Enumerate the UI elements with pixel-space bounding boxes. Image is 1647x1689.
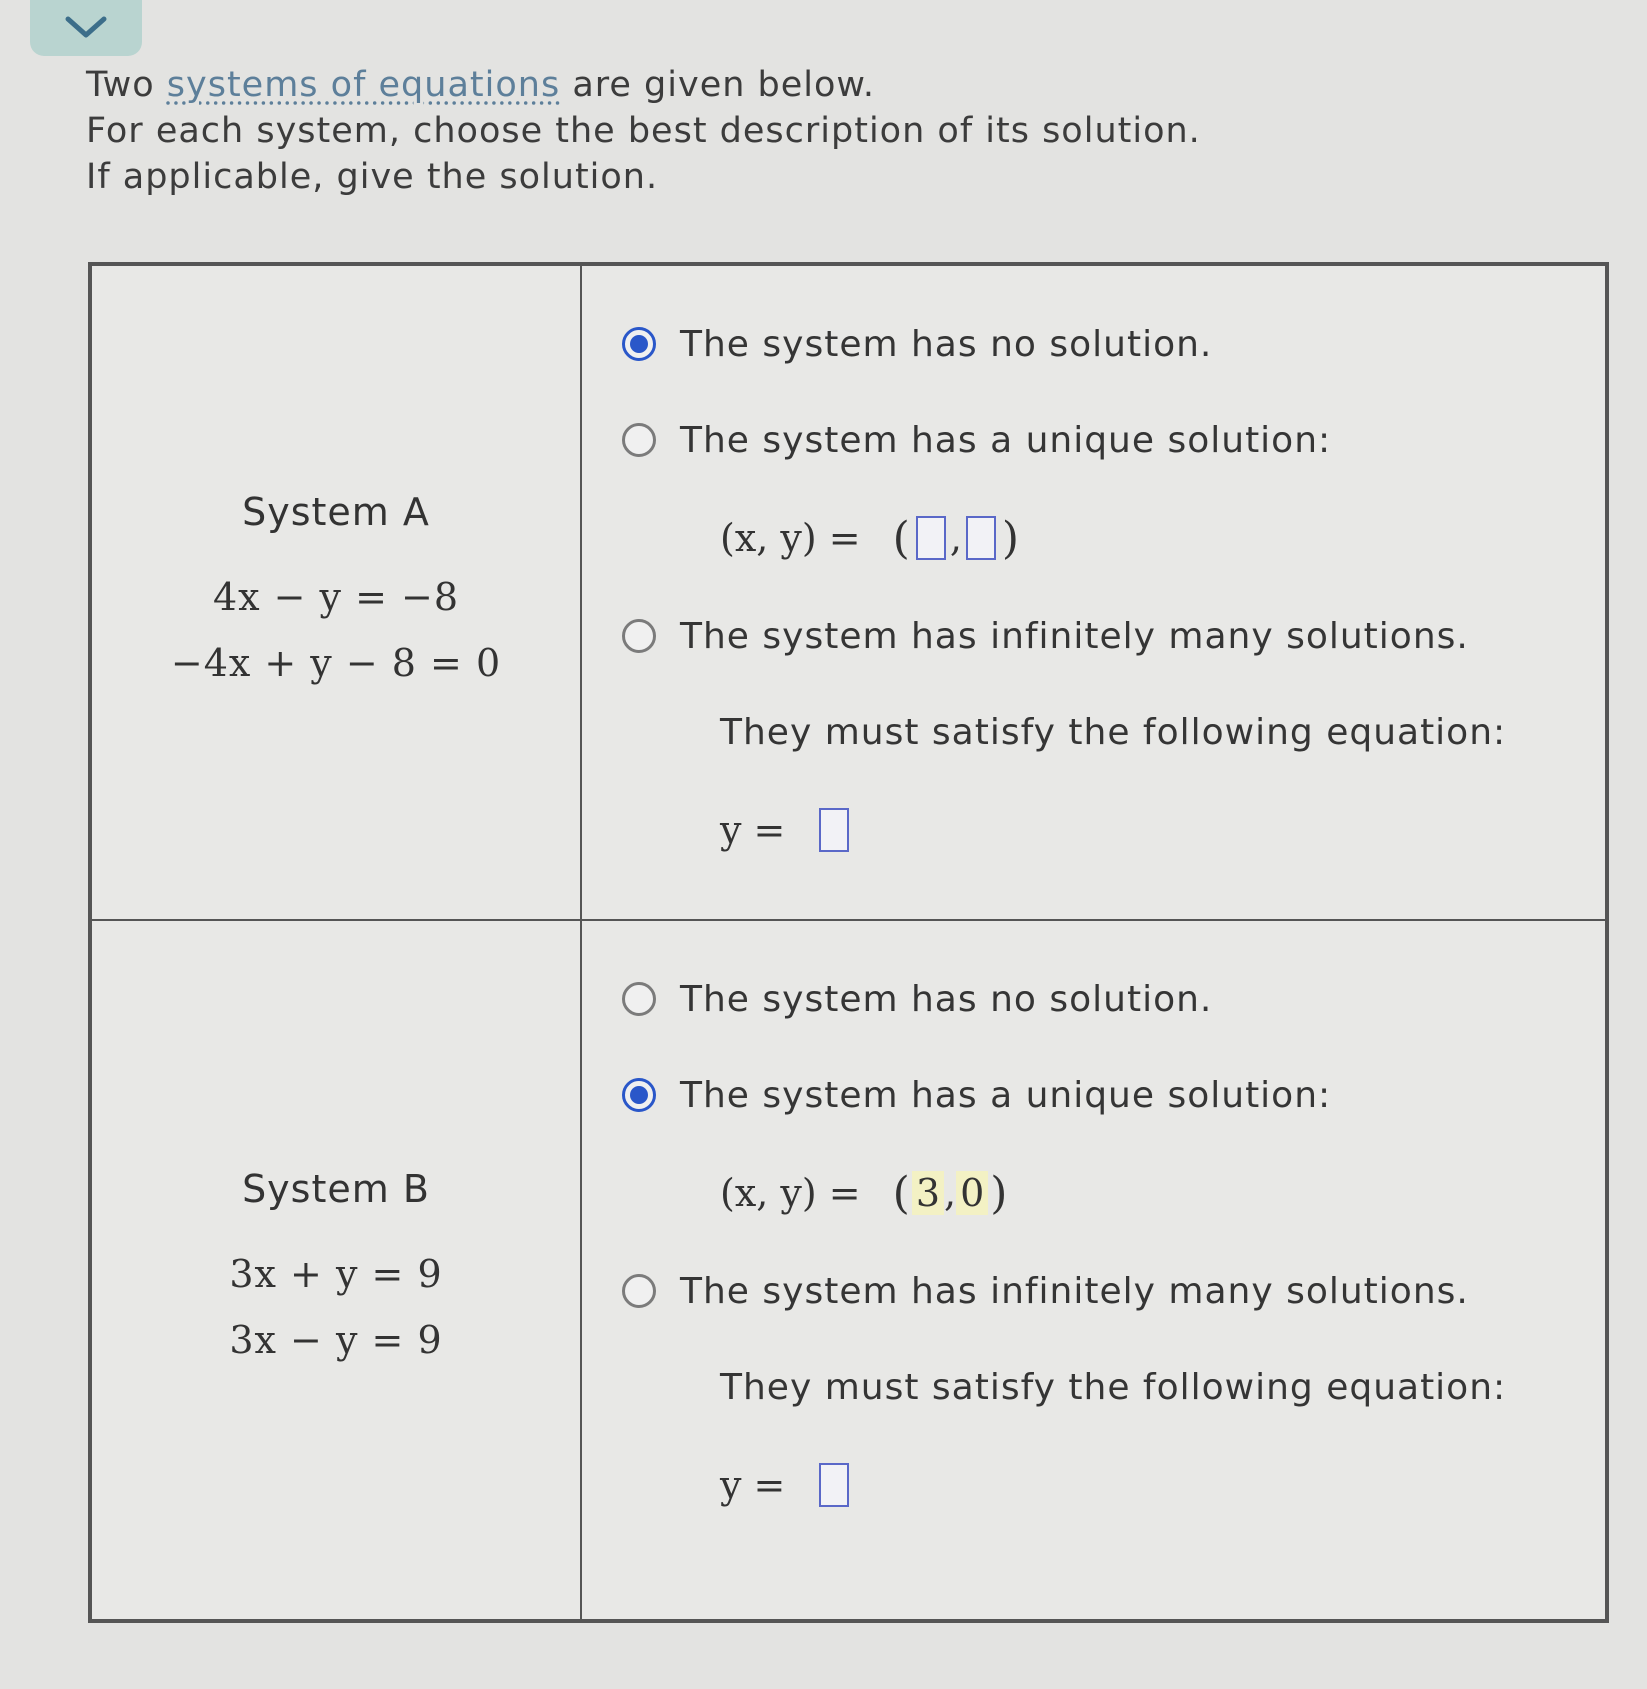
option-label: The system has no solution. <box>680 978 1213 1020</box>
system-b-infinite-equation <box>622 1435 1565 1535</box>
option-label: The system has no solution. <box>680 323 1213 365</box>
system-b-radio-no-solution[interactable] <box>622 982 656 1016</box>
system-a-option-unique[interactable] <box>622 392 1565 488</box>
infinite-lhs: y = <box>720 808 786 852</box>
system-a-title: System A <box>242 489 430 534</box>
comma: , <box>944 1171 957 1215</box>
system-b-x-input[interactable]: 3 <box>912 1171 944 1215</box>
system-b-option-no-solution[interactable] <box>622 951 1565 1047</box>
system-b-cell <box>91 920 581 1620</box>
systems-table <box>88 262 1609 1623</box>
option-label: The system has a unique solution: <box>680 419 1332 461</box>
systems-of-equations-link[interactable]: systems of equations <box>166 65 561 105</box>
paren-close: ) <box>990 1167 1008 1219</box>
system-a-cell <box>91 265 581 920</box>
instructions <box>86 62 1486 200</box>
system-b-options <box>581 920 1606 1620</box>
system-a-unique-solution <box>622 488 1565 588</box>
system-a-options <box>581 265 1606 920</box>
system-b-option-infinite[interactable] <box>622 1243 1565 1339</box>
system-a-option-no-solution[interactable] <box>622 296 1565 392</box>
unique-lhs: (x, y) = <box>720 1171 861 1215</box>
paren-open: ( <box>892 1167 910 1219</box>
collapse-tab[interactable] <box>30 0 142 56</box>
option-label: The system has infinitely many solutions. <box>680 615 1469 657</box>
system-a-equation-2: −4x + y − 8 = 0 <box>170 640 502 685</box>
option-label: The system has a unique solution: <box>680 1074 1332 1116</box>
system-b-infinite-note: They must satisfy the following equation: <box>720 1366 1507 1408</box>
system-a-y-input[interactable] <box>966 516 996 560</box>
paren-close: ) <box>1001 512 1020 564</box>
system-b-radio-unique[interactable] <box>622 1078 656 1112</box>
instruction-text: Two <box>86 65 167 105</box>
system-a-y-equation-input[interactable] <box>819 808 849 852</box>
unique-lhs: (x, y) = <box>720 516 861 560</box>
comma: , <box>949 516 962 560</box>
system-a-equation-1: 4x − y = −8 <box>212 574 460 619</box>
system-b-equation-2: 3x − y = 9 <box>229 1318 443 1362</box>
chevron-down-icon <box>64 15 108 41</box>
system-b-title: System B <box>242 1167 430 1211</box>
system-a-x-input[interactable] <box>916 516 946 560</box>
system-b-y-input[interactable]: 0 <box>956 1171 988 1215</box>
system-b-radio-infinite[interactable] <box>622 1274 656 1308</box>
system-a-infinite-equation <box>622 780 1565 880</box>
system-a-infinite-note: They must satisfy the following equation: <box>720 711 1507 753</box>
instruction-text: are given below. <box>560 65 875 105</box>
system-b-y-equation-input[interactable] <box>819 1463 849 1507</box>
system-b-unique-solution <box>622 1143 1565 1243</box>
system-b-option-unique[interactable] <box>622 1047 1565 1143</box>
option-label: The system has infinitely many solutions. <box>680 1270 1469 1312</box>
infinite-lhs: y = <box>720 1463 786 1507</box>
system-a-option-infinite[interactable] <box>622 588 1565 684</box>
instruction-line-2: For each system, choose the best description of its solution. <box>86 111 1201 151</box>
system-b-equation-1: 3x + y = 9 <box>229 1252 443 1296</box>
instruction-line-1 <box>86 62 1486 108</box>
paren-open: ( <box>892 512 910 564</box>
system-a-radio-infinite[interactable] <box>622 619 656 653</box>
instruction-line-3: If applicable, give the solution. <box>86 157 659 197</box>
system-a-radio-unique[interactable] <box>622 423 656 457</box>
system-a-radio-no-solution[interactable] <box>622 327 656 361</box>
